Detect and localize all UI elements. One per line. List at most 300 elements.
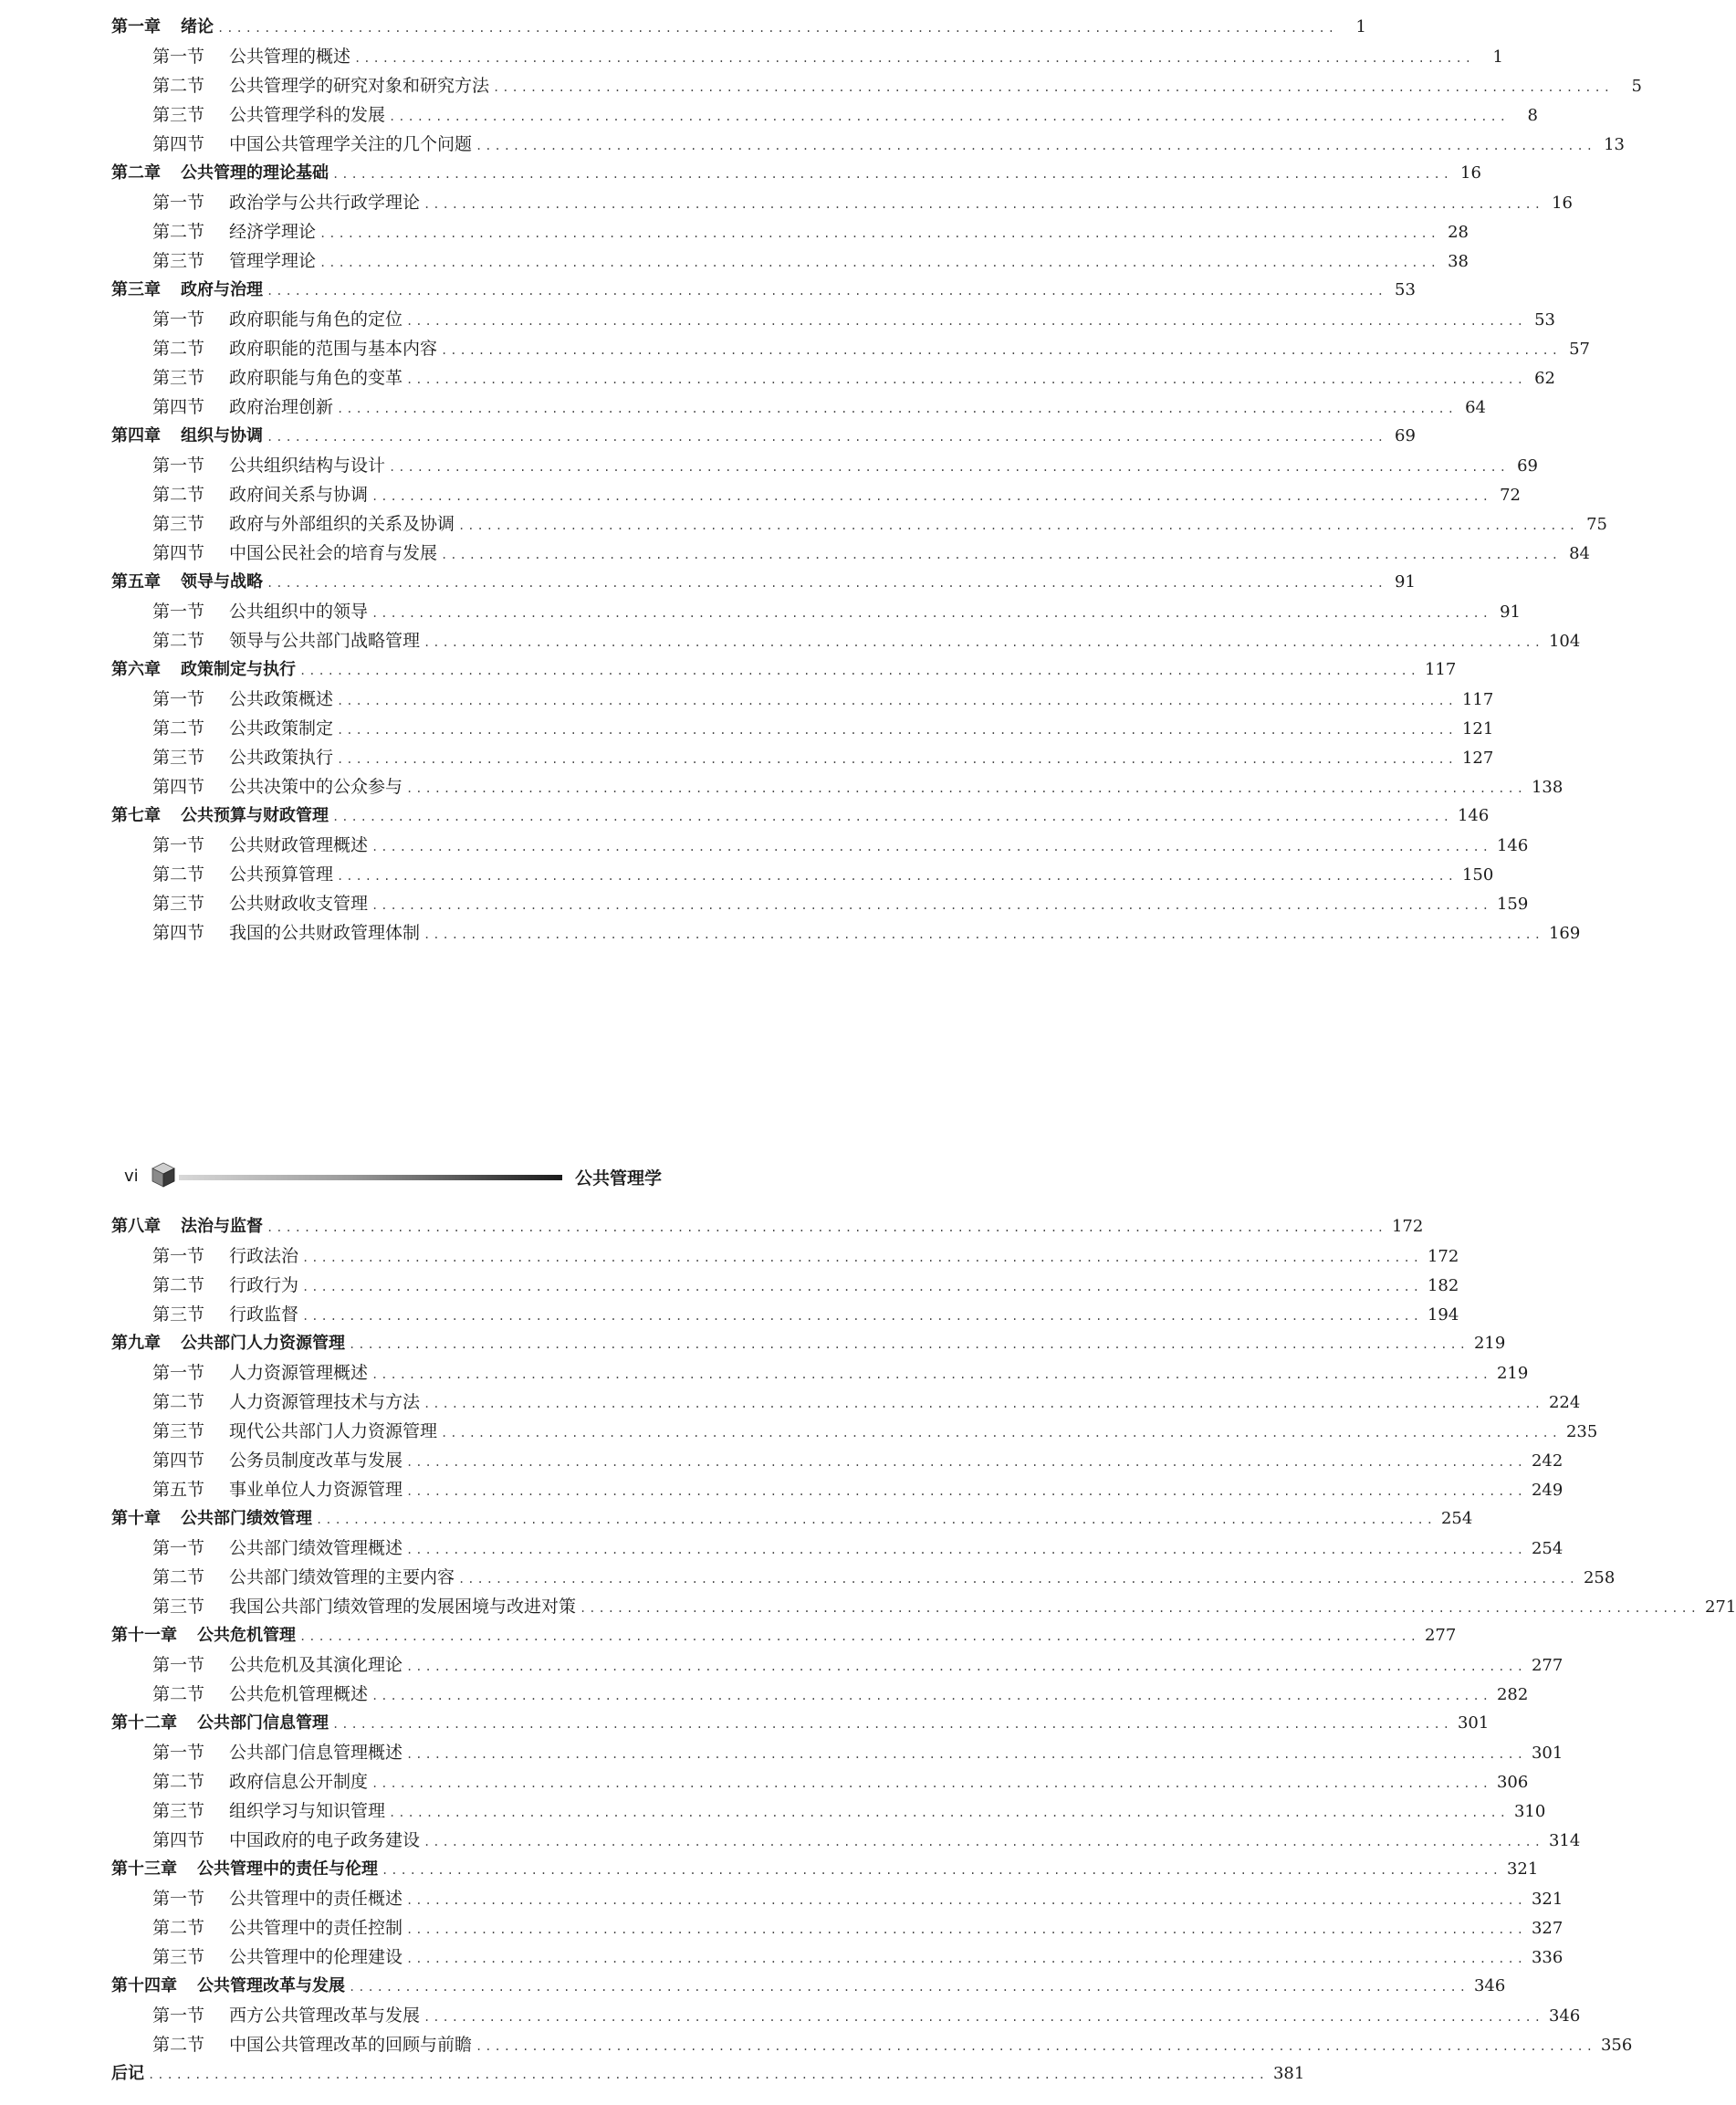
- toc-chapter-row: [111, 276, 1416, 305]
- toc-section-row: [111, 363, 1555, 393]
- chapter-number: 第十一章: [111, 1626, 177, 1645]
- section-title: 公共危机及其演化理论: [229, 1655, 403, 1675]
- section-number: 第二节: [152, 485, 205, 505]
- section-number: 第四节: [152, 777, 205, 797]
- section-title: 行政法治: [229, 1246, 299, 1266]
- chapter-number: 第十章: [111, 1509, 161, 1528]
- dot-leader: ........................................................................................................................: [337, 724, 1457, 737]
- section-number: 第二节: [152, 222, 205, 242]
- section-title: 领导与公共部门战略管理: [229, 631, 421, 651]
- dot-leader: ........................................................................................................................: [406, 782, 1526, 795]
- page-number: 321: [1506, 1859, 1539, 1879]
- section-title: 事业单位人力资源管理: [229, 1480, 403, 1500]
- chapter-number: 第二章: [111, 163, 161, 183]
- page-number: 146: [1457, 806, 1490, 825]
- dot-leader: ........................................................................................................................: [382, 1864, 1501, 1877]
- section-number: 第二节: [152, 76, 205, 96]
- dot-leader: ........................................................................................................................: [406, 315, 1526, 328]
- toc-section-row: [111, 509, 1607, 539]
- page-number: 121: [1461, 719, 1494, 738]
- section-number: 第三节: [152, 1304, 205, 1325]
- dot-leader: ........................................................................................................................: [441, 549, 1561, 561]
- section-number: 第二节: [152, 1918, 205, 1938]
- page-number: 1: [1492, 47, 1503, 67]
- section-title: 管理学理论: [229, 251, 317, 271]
- section-title: 中国公共管理改革的回顾与前瞻: [229, 2035, 473, 2055]
- page-number: 62: [1534, 369, 1555, 388]
- page-number: 321: [1531, 1890, 1563, 1909]
- toc-section-row: [111, 597, 1521, 626]
- section-number: 第二节: [152, 1567, 205, 1587]
- page-number: 1: [1355, 17, 1366, 37]
- section-number: 第四节: [152, 543, 205, 563]
- section-title: 人力资源管理技术与方法: [229, 1392, 421, 1412]
- section-number: 第一节: [152, 2006, 205, 2026]
- dot-leader: ........................................................................................................................: [458, 519, 1578, 532]
- toc-section-row: [111, 1943, 1563, 1972]
- dot-leader: ........................................................................................................................: [349, 1981, 1469, 1994]
- section-number: 第一节: [152, 309, 205, 330]
- page-number: 53: [1534, 310, 1555, 330]
- running-header-rule: [179, 1175, 562, 1180]
- chapter-title: 后记: [111, 2064, 144, 2083]
- section-number: 第一节: [152, 689, 205, 709]
- dot-leader: ........................................................................................................................: [267, 1221, 1386, 1234]
- section-title: 政府职能的范围与基本内容: [229, 339, 438, 359]
- chapter-title: 公共管理改革与发展: [197, 1976, 345, 1995]
- section-title: 政府信息公开制度: [229, 1772, 369, 1792]
- dot-leader: ........................................................................................................................: [319, 257, 1439, 269]
- chapter-number: 第五章: [111, 572, 161, 592]
- section-number: 第一节: [152, 835, 205, 855]
- toc-section-row: [111, 626, 1581, 655]
- section-number: 第一节: [152, 1363, 205, 1383]
- toc-chapter-row: [111, 422, 1416, 451]
- page-number: 127: [1461, 749, 1494, 768]
- dot-leader: ........................................................................................................................: [424, 1836, 1543, 1848]
- page-number: 301: [1531, 1744, 1563, 1763]
- page-number: 53: [1395, 280, 1416, 299]
- section-number: 第一节: [152, 456, 205, 476]
- chapter-title: 公共部门绩效管理: [181, 1509, 312, 1528]
- page-number: 235: [1565, 1422, 1598, 1441]
- chapter-title: 领导与战略: [181, 572, 263, 592]
- toc-chapter-row: [111, 568, 1416, 597]
- toc-chapter-row: [111, 1621, 1457, 1650]
- page-number: 117: [1461, 690, 1494, 709]
- page-number: 224: [1548, 1393, 1581, 1412]
- section-number: 第二节: [152, 2035, 205, 2055]
- page-number: 159: [1496, 895, 1529, 914]
- toc-section-row: [111, 1300, 1459, 1329]
- toc-section-row: [111, 2030, 1633, 2059]
- toc-chapter-row: [111, 13, 1366, 42]
- section-number: 第四节: [152, 397, 205, 417]
- section-title: 公共部门信息管理概述: [229, 1743, 403, 1763]
- section-number: 第三节: [152, 1421, 205, 1441]
- section-number: 第二节: [152, 631, 205, 651]
- dot-leader: ........................................................................................................................: [267, 577, 1386, 590]
- section-title: 西方公共管理改革与发展: [229, 2006, 421, 2026]
- dot-leader: ........................................................................................................................: [406, 1894, 1526, 1907]
- page-number: 117: [1424, 660, 1457, 679]
- page-number: 146: [1496, 836, 1529, 855]
- toc-section-row: [111, 130, 1625, 159]
- dot-leader: ........................................................................................................................: [267, 285, 1386, 298]
- section-title: 公共组织中的领导: [229, 602, 369, 622]
- page-number: 91: [1395, 572, 1416, 592]
- toc-section-row: [111, 1446, 1563, 1475]
- page-number: 301: [1457, 1713, 1490, 1733]
- section-title: 公共决策中的公众参与: [229, 777, 403, 797]
- section-number: 第一节: [152, 602, 205, 622]
- toc-section-row: [111, 1884, 1563, 1913]
- page-number: 277: [1531, 1656, 1563, 1675]
- section-title: 行政监督: [229, 1304, 299, 1325]
- section-number: 第三节: [152, 251, 205, 271]
- chapter-title: 公共管理中的责任与伦理: [197, 1859, 378, 1879]
- toc-chapter-row: [111, 1329, 1506, 1358]
- section-number: 第四节: [152, 923, 205, 943]
- toc-section-row: [111, 860, 1494, 889]
- toc-section-row: [111, 1534, 1563, 1563]
- dot-leader: ........................................................................................................................: [371, 1368, 1491, 1381]
- toc-section-row: [111, 451, 1538, 480]
- section-number: 第四节: [152, 1830, 205, 1850]
- dot-leader: ........................................................................................................................: [441, 344, 1561, 357]
- section-number: 第三节: [152, 368, 205, 388]
- page-number: 254: [1440, 1509, 1473, 1528]
- page-number: 16: [1460, 163, 1481, 183]
- dot-leader: ........................................................................................................................: [319, 227, 1439, 240]
- toc-section-row: [111, 1563, 1616, 1592]
- toc-section-row: [111, 1650, 1563, 1680]
- dot-leader: ........................................................................................................................: [371, 607, 1491, 620]
- section-number: 第一节: [152, 193, 205, 213]
- page-number: 381: [1272, 2064, 1305, 2083]
- page-number: 277: [1424, 1626, 1457, 1645]
- section-title: 政府治理创新: [229, 397, 334, 417]
- chapter-number: 第九章: [111, 1334, 161, 1353]
- section-number: 第二节: [152, 718, 205, 738]
- dot-leader: ........................................................................................................................: [389, 1807, 1509, 1819]
- chapter-title: 公共部门人力资源管理: [181, 1334, 345, 1353]
- section-title: 公共危机管理概述: [229, 1684, 369, 1704]
- dot-leader: ........................................................................................................................: [371, 899, 1491, 912]
- dot-leader: ........................................................................................................................: [332, 1718, 1452, 1731]
- page-number: 172: [1391, 1217, 1424, 1236]
- section-title: 公共管理学的研究对象和研究方法: [229, 76, 490, 96]
- section-title: 经济学理论: [229, 222, 317, 242]
- section-title: 行政行为: [229, 1275, 299, 1295]
- toc-section-row: [111, 188, 1573, 217]
- toc-section-row: [111, 42, 1503, 71]
- section-number: 第三节: [152, 748, 205, 768]
- dot-leader: ........................................................................................................................: [441, 1427, 1561, 1440]
- toc-chapter-row: [111, 1972, 1506, 2001]
- section-title: 公共财政管理概述: [229, 835, 369, 855]
- chapter-number: 第八章: [111, 1217, 161, 1236]
- dot-leader: ........................................................................................................................: [337, 870, 1457, 883]
- dot-leader: ........................................................................................................................: [371, 841, 1491, 854]
- toc-section-row: [111, 1417, 1598, 1446]
- toc-chapter-row: [111, 2059, 1305, 2089]
- dot-leader: ........................................................................................................................: [424, 2011, 1543, 2024]
- section-number: 第二节: [152, 864, 205, 885]
- dot-leader: ........................................................................................................................: [406, 1660, 1526, 1673]
- page-number: 138: [1531, 778, 1563, 797]
- dot-leader: ........................................................................................................................: [302, 1310, 1422, 1323]
- chapter-number: 第十四章: [111, 1976, 177, 1995]
- section-number: 第二节: [152, 1772, 205, 1792]
- section-number: 第一节: [152, 1538, 205, 1558]
- dot-leader: ........................................................................................................................: [267, 431, 1386, 444]
- section-number: 第一节: [152, 1889, 205, 1909]
- chapter-title: 组织与协调: [181, 426, 263, 445]
- toc-section-row: [111, 2001, 1581, 2030]
- page-number: 314: [1548, 1831, 1581, 1850]
- chapter-number: 第四章: [111, 426, 161, 445]
- section-number: 第一节: [152, 1743, 205, 1763]
- page-number: 64: [1465, 398, 1486, 417]
- section-title: 人力资源管理概述: [229, 1363, 369, 1383]
- section-title: 公共管理的概述: [229, 47, 351, 67]
- page-number: 346: [1548, 2006, 1581, 2026]
- section-title: 公共政策制定: [229, 718, 334, 738]
- toc-section-row: [111, 100, 1538, 130]
- section-title: 公共管理中的责任概述: [229, 1889, 403, 1909]
- page-number: 38: [1448, 252, 1469, 271]
- toc-section-row: [111, 1680, 1529, 1709]
- running-header: [124, 1159, 690, 1196]
- toc-chapter-row: [111, 1212, 1424, 1241]
- page-number: 91: [1500, 602, 1521, 622]
- chapter-number: 第一章: [111, 17, 161, 37]
- toc-section-row: [111, 71, 1642, 100]
- page-number: 57: [1569, 340, 1590, 359]
- page-number: 28: [1448, 223, 1469, 242]
- toc-section-row: [111, 743, 1494, 772]
- dot-leader: ........................................................................................................................: [332, 168, 1452, 181]
- toc-section-row: [111, 1913, 1563, 1943]
- dot-leader: ........................................................................................................................: [406, 1923, 1526, 1936]
- dot-leader: ........................................................................................................................: [316, 1513, 1436, 1526]
- dot-leader: ........................................................................................................................: [332, 811, 1452, 823]
- toc-section-row: [111, 217, 1469, 246]
- section-title: 我国公共部门绩效管理的发展困境与改进对策: [229, 1597, 577, 1617]
- toc-section-row: [111, 1767, 1529, 1796]
- page-number: 72: [1500, 486, 1521, 505]
- page-number: 8: [1527, 106, 1538, 125]
- page-number: 169: [1548, 924, 1581, 943]
- page-number: 327: [1531, 1919, 1563, 1938]
- dot-leader: ........................................................................................................................: [458, 1573, 1578, 1586]
- dot-leader: ........................................................................................................................: [349, 1338, 1469, 1351]
- section-title: 公共政策概述: [229, 689, 334, 709]
- toc-section-row: [111, 246, 1469, 276]
- page-number: 310: [1513, 1802, 1546, 1821]
- page-number: 249: [1531, 1481, 1563, 1500]
- dot-leader: ........................................................................................................................: [406, 373, 1526, 386]
- dot-leader: ........................................................................................................................: [371, 1777, 1491, 1790]
- dot-leader: ........................................................................................................................: [406, 1456, 1526, 1469]
- page-number: 242: [1531, 1451, 1563, 1471]
- chapter-title: 法治与监督: [181, 1217, 263, 1236]
- chapter-title: 公共危机管理: [197, 1626, 296, 1645]
- page-number: 346: [1473, 1976, 1506, 1995]
- section-number: 第三节: [152, 1801, 205, 1821]
- toc-section-row: [111, 1796, 1546, 1826]
- page-number: 172: [1427, 1247, 1459, 1266]
- dot-leader: ........................................................................................................................: [424, 928, 1543, 941]
- dot-leader: ........................................................................................................................: [476, 140, 1595, 152]
- running-header-page-number: vi: [124, 1167, 139, 1186]
- cube-ornament-icon: [150, 1161, 177, 1189]
- section-title: 公共预算管理: [229, 864, 334, 885]
- page-number: 282: [1496, 1685, 1529, 1704]
- section-number: 第一节: [152, 1246, 205, 1266]
- dot-leader: ........................................................................................................................: [371, 490, 1491, 503]
- section-title: 公共管理中的伦理建设: [229, 1947, 403, 1967]
- toc-section-row: [111, 393, 1486, 422]
- toc-section-row: [111, 1271, 1459, 1300]
- page-number: 306: [1496, 1773, 1529, 1792]
- section-number: 第五节: [152, 1480, 205, 1500]
- toc-section-row: [111, 1826, 1581, 1855]
- page-number: 258: [1583, 1568, 1616, 1587]
- page-number: 69: [1517, 456, 1538, 476]
- section-number: 第三节: [152, 894, 205, 914]
- toc-section-row: [111, 1241, 1459, 1271]
- toc-section-row: [111, 714, 1494, 743]
- page-number: 104: [1548, 632, 1581, 651]
- dot-leader: ........................................................................................................................: [337, 753, 1457, 766]
- dot-leader: ........................................................................................................................: [406, 1953, 1526, 1965]
- section-number: 第三节: [152, 1597, 205, 1617]
- toc-section-row: [111, 1475, 1563, 1504]
- section-title: 政治学与公共行政学理论: [229, 193, 421, 213]
- toc-section-row: [111, 1358, 1529, 1388]
- chapter-title: 公共部门信息管理: [197, 1713, 329, 1733]
- section-title: 中国政府的电子政务建设: [229, 1830, 421, 1850]
- dot-leader: ........................................................................................................................: [302, 1281, 1422, 1293]
- dot-leader: ........................................................................................................................: [337, 695, 1457, 707]
- page-number: 271: [1704, 1597, 1736, 1617]
- dot-leader: ........................................................................................................................: [354, 52, 1474, 65]
- page-number: 150: [1461, 865, 1494, 885]
- page-number: 16: [1552, 194, 1573, 213]
- section-title: 公务员制度改革与发展: [229, 1450, 403, 1471]
- section-title: 政府职能与角色的变革: [229, 368, 403, 388]
- page-number: 219: [1473, 1334, 1506, 1353]
- page-number: 254: [1531, 1539, 1563, 1558]
- toc-section-row: [111, 539, 1590, 568]
- dot-leader: ........................................................................................................................: [389, 461, 1509, 474]
- section-title: 公共组织结构与设计: [229, 456, 386, 476]
- section-title: 公共部门绩效管理概述: [229, 1538, 403, 1558]
- section-title: 政府间关系与协调: [229, 485, 369, 505]
- toc-section-row: [111, 1592, 1736, 1621]
- chapter-number: 第十二章: [111, 1713, 177, 1733]
- chapter-number: 第六章: [111, 660, 161, 679]
- toc-section-row: [111, 685, 1494, 714]
- section-title: 中国公民社会的培育与发展: [229, 543, 438, 563]
- page-number: 356: [1600, 2036, 1633, 2055]
- section-title: 组织学习与知识管理: [229, 1801, 386, 1821]
- section-number: 第二节: [152, 1275, 205, 1295]
- chapter-title: 政府与治理: [181, 280, 263, 299]
- toc-chapter-row: [111, 655, 1457, 685]
- chapter-title: 政策制定与执行: [181, 660, 296, 679]
- chapter-number: 第七章: [111, 806, 161, 825]
- section-number: 第三节: [152, 514, 205, 534]
- dot-leader: ........................................................................................................................: [299, 1630, 1419, 1643]
- toc-page-upper: [111, 13, 1642, 948]
- dot-leader: ........................................................................................................................: [217, 22, 1337, 35]
- section-number: 第二节: [152, 339, 205, 359]
- toc-chapter-row: [111, 1709, 1490, 1738]
- page-number: 5: [1631, 77, 1642, 96]
- toc-section-row: [111, 831, 1529, 860]
- section-title: 政府与外部组织的关系及协调: [229, 514, 455, 534]
- toc-section-row: [111, 334, 1590, 363]
- toc-chapter-row: [111, 1504, 1473, 1534]
- section-number: 第三节: [152, 105, 205, 125]
- toc-section-row: [111, 918, 1581, 948]
- section-number: 第二节: [152, 1392, 205, 1412]
- dot-leader: ........................................................................................................................: [476, 2040, 1595, 2053]
- section-title: 公共管理学科的发展: [229, 105, 386, 125]
- toc-page-lower: [111, 1212, 1736, 2089]
- toc-chapter-row: [111, 801, 1490, 831]
- chapter-number: 第三章: [111, 280, 161, 299]
- section-number: 第三节: [152, 1947, 205, 1967]
- toc-chapter-row: [111, 1855, 1539, 1884]
- chapter-title: 公共管理的理论基础: [181, 163, 329, 183]
- page-number: 336: [1531, 1948, 1563, 1967]
- section-number: 第一节: [152, 47, 205, 67]
- toc-section-row: [111, 772, 1563, 801]
- dot-leader: ........................................................................................................................: [337, 403, 1457, 415]
- page-number: 69: [1395, 426, 1416, 445]
- dot-leader: ........................................................................................................................: [302, 1251, 1422, 1264]
- page-number: 84: [1569, 544, 1590, 563]
- page-number: 75: [1586, 515, 1607, 534]
- dot-leader: ........................................................................................................................: [424, 1398, 1543, 1410]
- section-title: 公共部门绩效管理的主要内容: [229, 1567, 455, 1587]
- page-number: 182: [1427, 1276, 1459, 1295]
- dot-leader: ........................................................................................................................: [493, 81, 1613, 94]
- section-title: 现代公共部门人力资源管理: [229, 1421, 438, 1441]
- section-number: 第一节: [152, 1655, 205, 1675]
- dot-leader: ........................................................................................................................: [424, 198, 1543, 211]
- toc-section-row: [111, 889, 1529, 918]
- toc-section-row: [111, 305, 1555, 334]
- dot-leader: ........................................................................................................................: [148, 2068, 1268, 2081]
- page-number: 13: [1604, 135, 1625, 154]
- dot-leader: ........................................................................................................................: [406, 1544, 1526, 1556]
- page-number: 194: [1427, 1305, 1459, 1325]
- section-title: 公共政策执行: [229, 748, 334, 768]
- page-number: 219: [1496, 1364, 1529, 1383]
- dot-leader: ........................................................................................................................: [371, 1690, 1491, 1702]
- section-number: 第四节: [152, 134, 205, 154]
- toc-section-row: [111, 480, 1521, 509]
- section-title: 公共财政收支管理: [229, 894, 369, 914]
- toc-chapter-row: [111, 159, 1481, 188]
- chapter-title: 公共预算与财政管理: [181, 806, 329, 825]
- section-title: 政府职能与角色的定位: [229, 309, 403, 330]
